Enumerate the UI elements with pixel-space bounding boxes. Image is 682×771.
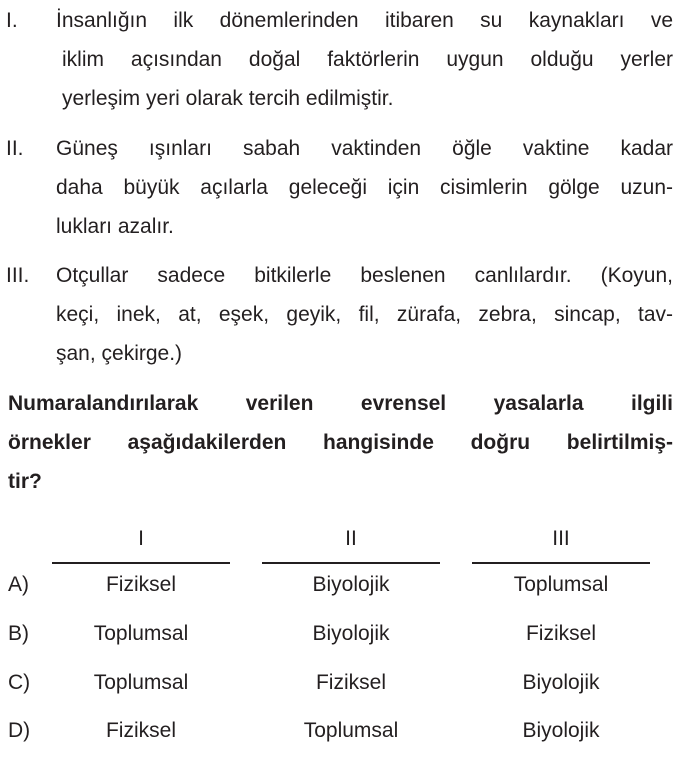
- column-rule: [52, 562, 230, 564]
- option-cell: Toplumsal: [303, 719, 399, 742]
- statement-line: yerleşim yeri olarak tercih edilmiştir.: [62, 87, 394, 110]
- statement-line: keçi, inek, at, eşek, geyik, fil, zürafa, zebra, sincap, tav-: [56, 303, 673, 326]
- column-rule: [472, 562, 650, 564]
- column-header-1: I: [138, 527, 144, 550]
- option-cell: Toplumsal: [93, 671, 189, 694]
- option-cell: Fiziksel: [315, 671, 386, 694]
- statement-line: Güneş ışınları sabah vaktinden öğle vaktine kadar: [56, 137, 673, 160]
- option-letter: B): [8, 622, 29, 645]
- option-letter: D): [8, 719, 31, 742]
- option-cell: Biyolojik: [522, 671, 600, 694]
- question-line: Numaralandırılarak verilen evrensel yasalarla ilgili: [8, 392, 673, 415]
- option-cell: Fiziksel: [105, 719, 176, 742]
- column-header-2: II: [345, 527, 357, 550]
- option-cell: Fiziksel: [525, 622, 596, 645]
- option-cell: Biyolojik: [312, 622, 390, 645]
- column-rule: [262, 562, 440, 564]
- option-cell: Fiziksel: [105, 573, 176, 596]
- option-cell: Toplumsal: [513, 573, 609, 596]
- statement-line: şan, çekirge.): [56, 342, 183, 365]
- option-letter: A): [8, 573, 29, 596]
- statement-numeral: III.: [6, 264, 30, 287]
- column-header-3: III: [552, 527, 570, 550]
- question-line: tir?: [8, 470, 42, 493]
- statement-line: İnsanlığın ilk dönemlerinden itibaren su kaynakları ve: [56, 9, 673, 32]
- option-cell: Biyolojik: [522, 719, 600, 742]
- option-cell: Biyolojik: [312, 573, 390, 596]
- question-line: örnekler aşağıdakilerden hangisinde doğru belirtilmiş-: [8, 431, 673, 454]
- option-cell: Toplumsal: [93, 622, 189, 645]
- statement-line: lukları azalır.: [56, 215, 174, 238]
- statement-line: Otçullar sadece bitkilerle beslenen canlılardır. (Koyun,: [56, 264, 673, 287]
- option-letter: C): [8, 671, 31, 694]
- statement-line: iklim açısından doğal faktörlerin uygun olduğu yerler: [62, 48, 673, 71]
- statement-numeral: II.: [6, 137, 24, 160]
- statement-numeral: I.: [6, 9, 18, 32]
- statement-line: daha büyük açılarla geleceği için cisimlerin gölge uzun-: [56, 176, 673, 199]
